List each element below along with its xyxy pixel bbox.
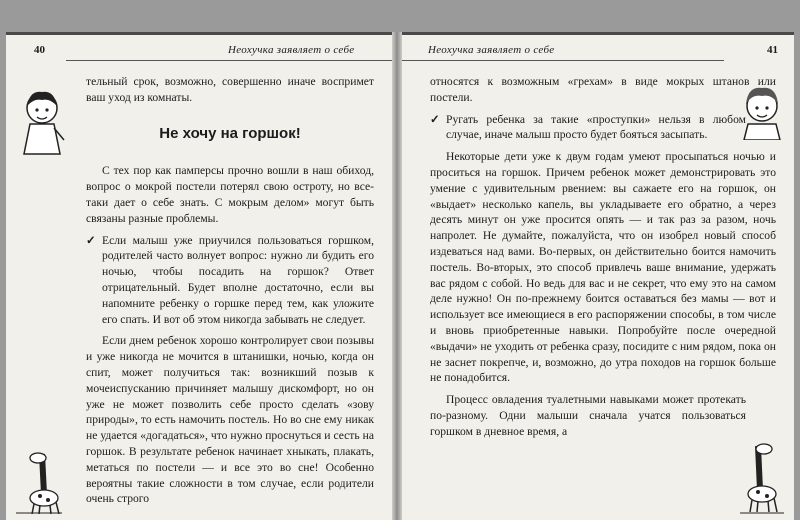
left-page <box>6 32 392 520</box>
paragraph: Процесс овладения туалетными навыками может протекать по-разному. Одни малыши сначала учатся пользоваться горшком в дневное время, а <box>430 393 746 438</box>
right-page <box>402 32 794 520</box>
paragraph: относятся к возможным «грехам» в виде мокрых штанов или постели. <box>430 75 776 104</box>
paragraph: Некоторые дети уже к двум годам умеют просыпаться ночью и проситься на горшок. Причем ребенок может демонстрировать это умение с удивительным рвением: вы сажаете его на горшок, он «выдает» несколько капель, вы укладываете его обратно, а через десять минут он уже просится опять — и так раз за разом, ночь напролет. Не думайте, пожалуйста, что он изобрел новый способ издеваться над вами. Во-первых, он действительно боится намочить постель. Во-вторых, это способ привлечь ваше внимание, удержать вас рядом с собой. Но ведь для вас и не секрет, что ему это на самом деле нужно! Он по-прежнему боится оставаться без мамы — вот и использует все имеющиеся в его распоряжении способы, в том числе и вновь приобретенные навыки. Попробуйте после очередной «выдачи» не уходить от ребенка сразу, посидите с ним рядом, пока он не заснет покрепче, и, возможно, до утра походов на горшок больше не понадобится. <box>430 150 776 385</box>
giraffe-illustration <box>738 440 786 514</box>
top-border <box>6 32 392 35</box>
giraffe-illustration <box>14 450 64 514</box>
header-rule <box>402 60 724 61</box>
checkmark-icon: ✓ <box>430 112 440 126</box>
checklist-text: Если малыш уже приучился пользоваться горшком, родителей часто волнует вопрос: нужно ли будить его ночью, чтобы посадить на горшок? Ответ отрицательный. Будет вполне достаточно, если вы напомните ребенку о горшке перед тем, как уложите его спать. И вот об этом никогда забывать не следует. <box>102 233 374 326</box>
checklist-text: Ругать ребенка за такие «проступки» нельзя в любом случае, иначе малыш просто будет бояться засыпать. <box>446 112 746 142</box>
checklist-item <box>86 233 374 328</box>
right-body-text <box>430 74 776 440</box>
running-head: Неохучка заявляет о себе <box>228 44 355 56</box>
paragraph: тельный срок, возможно, совершенно иначе воспримет ваш уход из комнаты. <box>86 75 374 104</box>
book-gutter <box>392 32 402 520</box>
left-body-text <box>86 74 374 507</box>
child-portrait-illustration <box>16 84 68 156</box>
section-heading: Не хочу на горшок! <box>159 124 301 142</box>
checklist-item <box>430 112 746 144</box>
page-number: 41 <box>767 44 778 56</box>
paragraph: С тех пор как памперсы прочно вошли в наш обиход, вопрос о мокрой постели потерял свою остроту, но все-таки дает о себе знать. С мокрым делом» могут быть связаны разные проблемы. <box>86 164 374 225</box>
top-border <box>402 32 794 35</box>
checkmark-icon: ✓ <box>86 233 96 247</box>
header-rule <box>66 60 392 61</box>
paragraph: Если днем ребенок хорошо контролирует свои позывы и уже никогда не мочится в штанишки, ночью, когда он спит, может получиться так: возникший позыв к мочеиспусканию причиняет малышу дискомфорт, но он уже не может позволить себе просто сделать «зову природы», то есть намочить постель. Но во сне ему никак не удается «догадаться», что нужно проснуться и сесть на горшок. В результате ребенок начинает хныкать, плакать, метаться по постели — и все это во сне! Особенно вероятны такие сложности в том случае, если родители очень строго <box>86 334 374 506</box>
running-head: Неохучка заявляет о себе <box>428 44 555 56</box>
page-number: 40 <box>34 44 45 56</box>
